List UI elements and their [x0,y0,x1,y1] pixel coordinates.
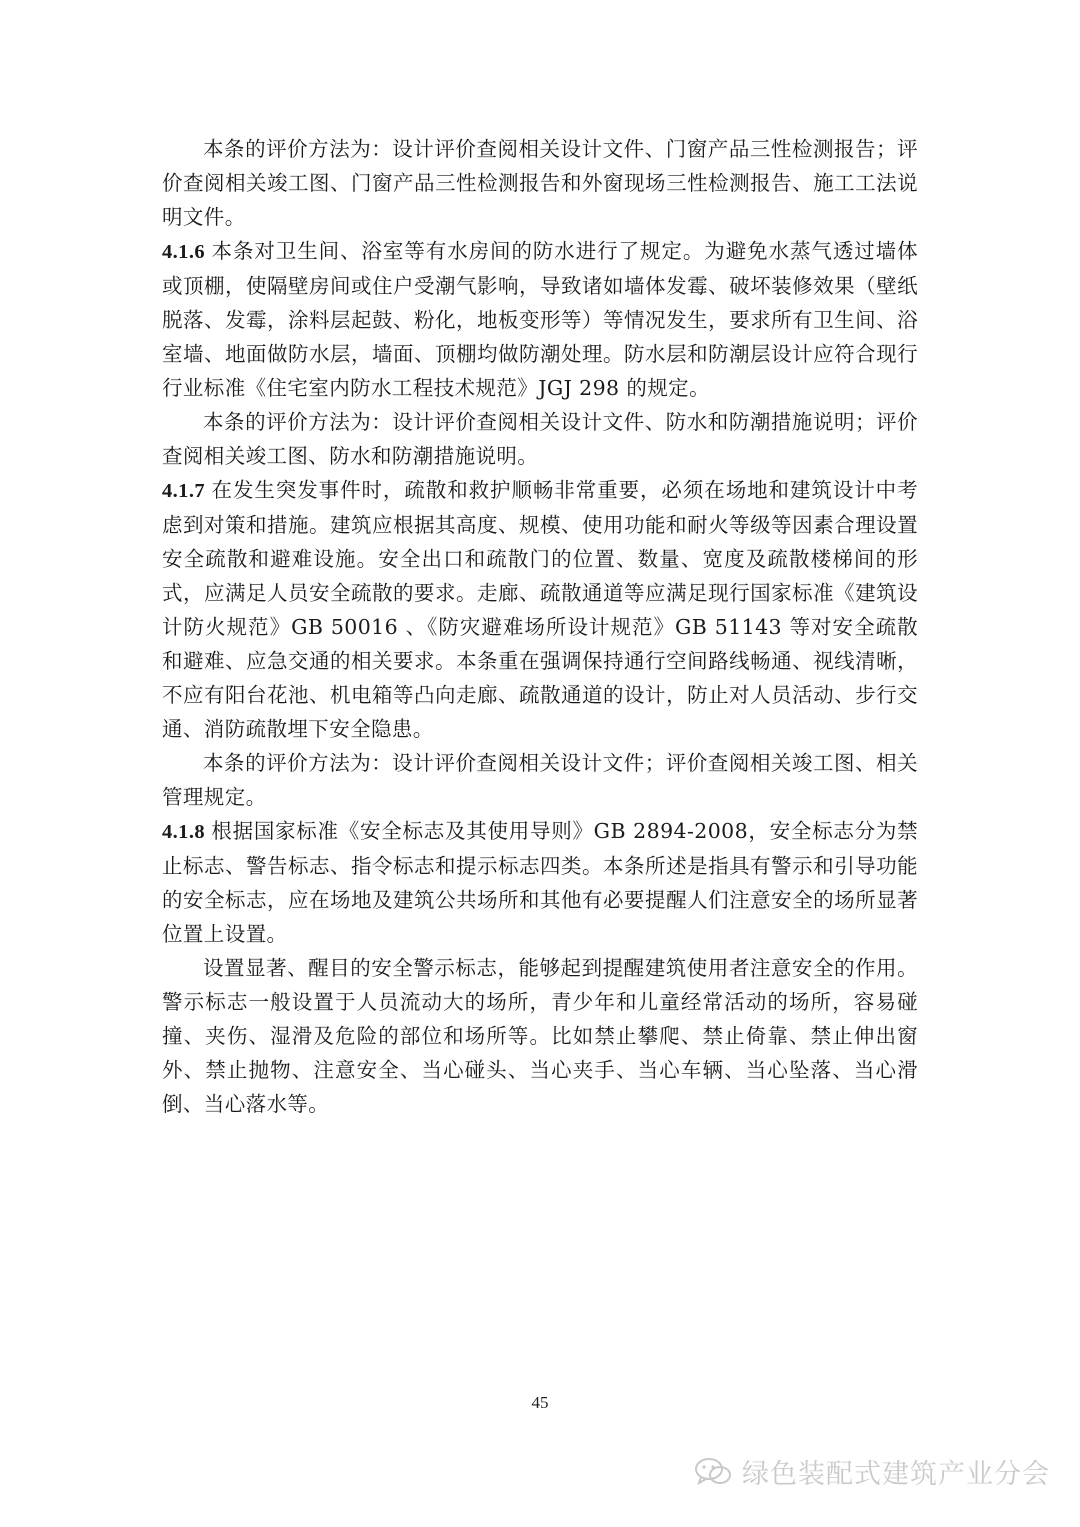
paragraph-text: 在发生突发事件时，疏散和救护顺畅非常重要，必须在场地和建筑设计中考虑到对策和措施。建筑应根据其高度、规模、使用功能和耐火等级等因素合理设置安全疏散和避难设施。安全出口和疏散门的位置、数量、宽度及疏散楼梯间的形式，应满足人员安全疏散的要求。走廊、疏散通道等应满足现行国家标准《建筑设计防火规范》GB 50016 、《防灾避难场所设计规范》GB 51143 等对安全疏散和避难、应急交通的相关要求。本条重在强调保持通行空间路线畅通、视线清晰，不应有阳台花池、机电箱等凸向走廊、疏散通道的设计，防止对人员活动、步行交通、消防疏散埋下安全隐患。 [162,478,918,741]
clause-4-1-7-paragraph [162,473,918,746]
clause-number: 4.1.8 [162,821,205,843]
paragraph-text: 本条的评价方法为：设计评价查阅相关设计文件；评价查阅相关竣工图、相关管理规定。 [162,751,918,809]
paragraph-text: 设置显著、醒目的安全警示标志，能够起到提醒建筑使用者注意安全的作用。警示标志一般设置于人员流动大的场所，青少年和儿童经常活动的场所，容易碰撞、夹伤、湿滑及危险的部位和场所等。比如禁止攀爬、禁止倚靠、禁止伸出窗外、禁止抛物、注意安全、当心碰头、当心夹手、当心车辆、当心坠落、当心滑倒、当心落水等。 [162,956,918,1116]
paragraph-text: 本条的评价方法为：设计评价查阅相关设计文件、防水和防潮措施说明；评价查阅相关竣工图、防水和防潮措施说明。 [162,410,918,468]
watermark-text: 绿色装配式建筑产业分会 [742,1459,1050,1490]
evaluation-method-paragraph [162,132,918,234]
paragraph-text: 本条的评价方法为：设计评价查阅相关设计文件、门窗产品三性检测报告；评价查阅相关竣工图、门窗产品三性检测报告和外窗现场三性检测报告、施工工法说明文件。 [162,137,918,229]
clause-4-1-6-paragraph [162,234,918,405]
paragraph-text: 根据国家标准《安全标志及其使用导则》GB 2894-2008，安全标志分为禁止标志、警告标志、指令标志和提示标志四类。本条所述是指具有警示和引导功能的安全标志，应在场地及建筑公共场所和其他有必要提醒人们注意安全的场所显著位置上设置。 [162,819,918,946]
paragraph-text: 本条对卫生间、浴室等有水房间的防水进行了规定。为避免水蒸气透过墙体或顶棚，使隔壁房间或住户受潮气影响，导致诸如墙体发霉、破坏装修效果（壁纸脱落、发霉，涂料层起鼓、粉化，地板变形等）等情况发生，要求所有卫生间、浴室墙、地面做防水层，墙面、顶棚均做防潮处理。防水层和防潮层设计应符合现行行业标准《住宅室内防水工程技术规范》JGJ 298 的规定。 [162,239,918,400]
clause-number: 4.1.6 [162,241,205,263]
page-number: 45 [531,1393,549,1412]
document-body [162,132,918,1121]
clause-number: 4.1.7 [162,480,205,502]
evaluation-method-paragraph [162,405,918,473]
warning-signs-paragraph [162,951,918,1121]
wechat-icon [694,1456,732,1488]
clause-4-1-8-paragraph [162,814,918,951]
evaluation-method-paragraph [162,746,918,814]
watermark [694,1452,1050,1491]
